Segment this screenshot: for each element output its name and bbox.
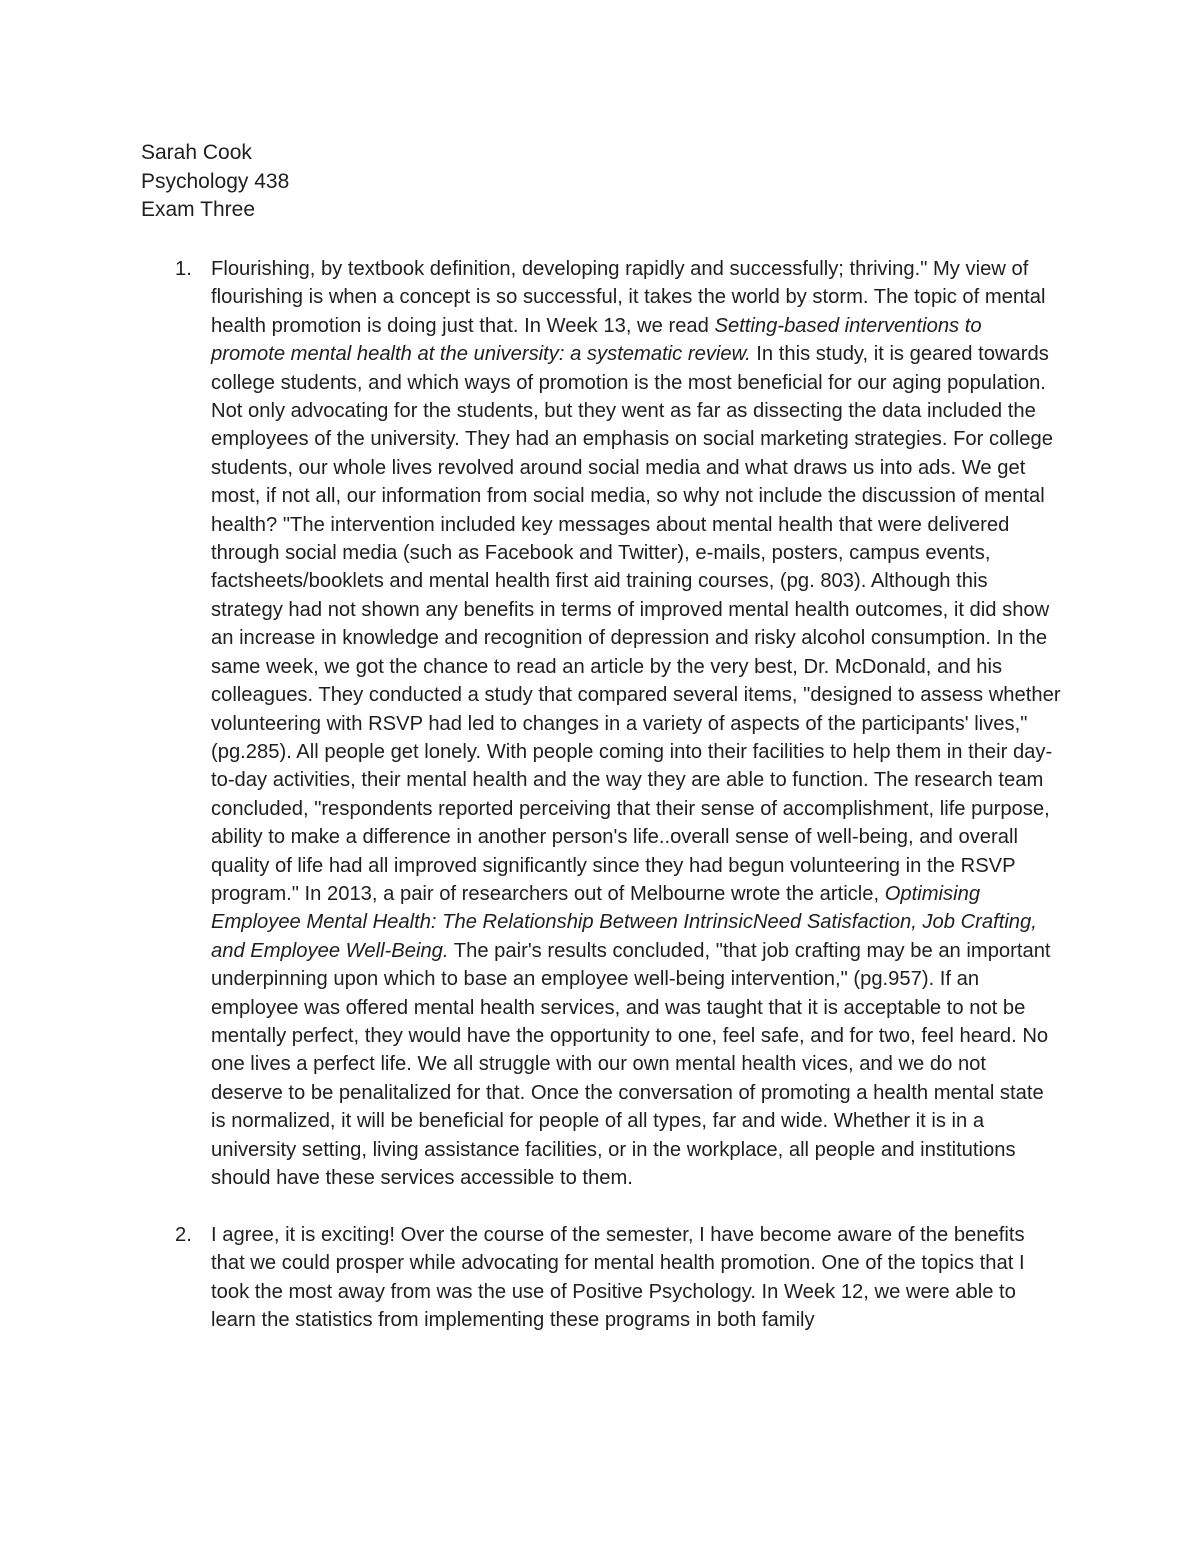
- answer-text: [211, 255, 1061, 1192]
- author-name: Sarah Cook: [141, 141, 252, 164]
- answer-item: [141, 1221, 1061, 1335]
- answer-text-segment: The pair's results concluded, "that job crafting may be an important underpinning upon which to base an employee well-being intervention," (pg.957). If an employee was offered mental health services, and was taught that it is acceptable to not be mentally perfect, they would have the opportunity to one, feel safe, and for two, feel heard. No one lives a perfect life. We all struggle with our own mental health vices, and we do not deserve to be penalitalized for that. Once the conversation of promoting a health mental state is normalized, it will be beneficial for people of all types, far and wide. Whether it is in a university setting, living assistance facilities, or in the workplace, all people and institutions should have these services accessible to them.: [211, 939, 1051, 1189]
- answer-text-segment: In this study, it is geared towards college students, and which ways of promotion is the most beneficial for our aging population. Not only advocating for the students, but they went as far as dissecting the data included the employees of the university. They had an emphasis on social marketing strategies. For college students, our whole lives revolved around social media and what draws us into ads. We get most, if not all, our information from social media, so why not include the discussion of mental health? "The intervention included key messages about mental health that were delivered through social media (such as Facebook and Twitter), e-mails, posters, campus events, factsheets/booklets and mental health first aid training courses, (pg. 803). Although this strategy had not shown any benefits in terms of improved mental health outcomes, it did show an increase in knowledge and recognition of depression and risky alcohol consumption. In the same week, we got the chance to read an article by the very best, Dr. McDonald, and his colleagues. They conducted a study that compared several items, "designed to assess whether volunteering with RSVP had led to changes in a variety of aspects of the participants' lives," (pg.285). All people get lonely. With people coming into their facilities to help them in their day-to-day activities, their mental health and the way they are able to function. The research team concluded, "respondents reported perceiving that their sense of accomplishment, life purpose, ability to make a difference in another person's life..overall sense of well-being, and overall quality of life had all improved significantly since they had begun volunteering in the RSVP program." In 2013, a pair of researchers out of Melbourne wrote the article,: [211, 343, 1061, 905]
- answer-number: 1.: [175, 258, 192, 280]
- article-title-italic: Optimising Employee Mental Health: The Relationship Between IntrinsicNeed Satisfaction, Job Crafting, and Employee Well-Being.: [211, 882, 1037, 962]
- answer-list: [141, 255, 1061, 1335]
- answer-text-segment: I agree, it is exciting! Over the course of the semester, I have become aware of the benefits that we could prosper while advocating for mental health promotion. One of the topics that I took the most away from was the use of Positive Psychology. In Week 12, we were able to learn the statistics from implementing these programs in both family: [211, 1224, 1025, 1332]
- answer-text-segment: Flourishing, by textbook definition, developing rapidly and successfully; thriving." My view of flourishing is when a concept is so successful, it takes the world by storm. The topic of mental health promotion is doing just that. In Week 13, we read: [211, 258, 1046, 337]
- article-title-italic: Setting-based interventions to promote mental health at the university: a systematic review.: [211, 314, 982, 366]
- answer-text: [211, 1221, 1061, 1335]
- course-name: Psychology 438: [141, 169, 290, 193]
- document-header: [141, 139, 289, 225]
- exam-title: Exam Three: [141, 198, 255, 222]
- answer-item: [141, 255, 1061, 1192]
- answer-number: 2.: [175, 1224, 192, 1246]
